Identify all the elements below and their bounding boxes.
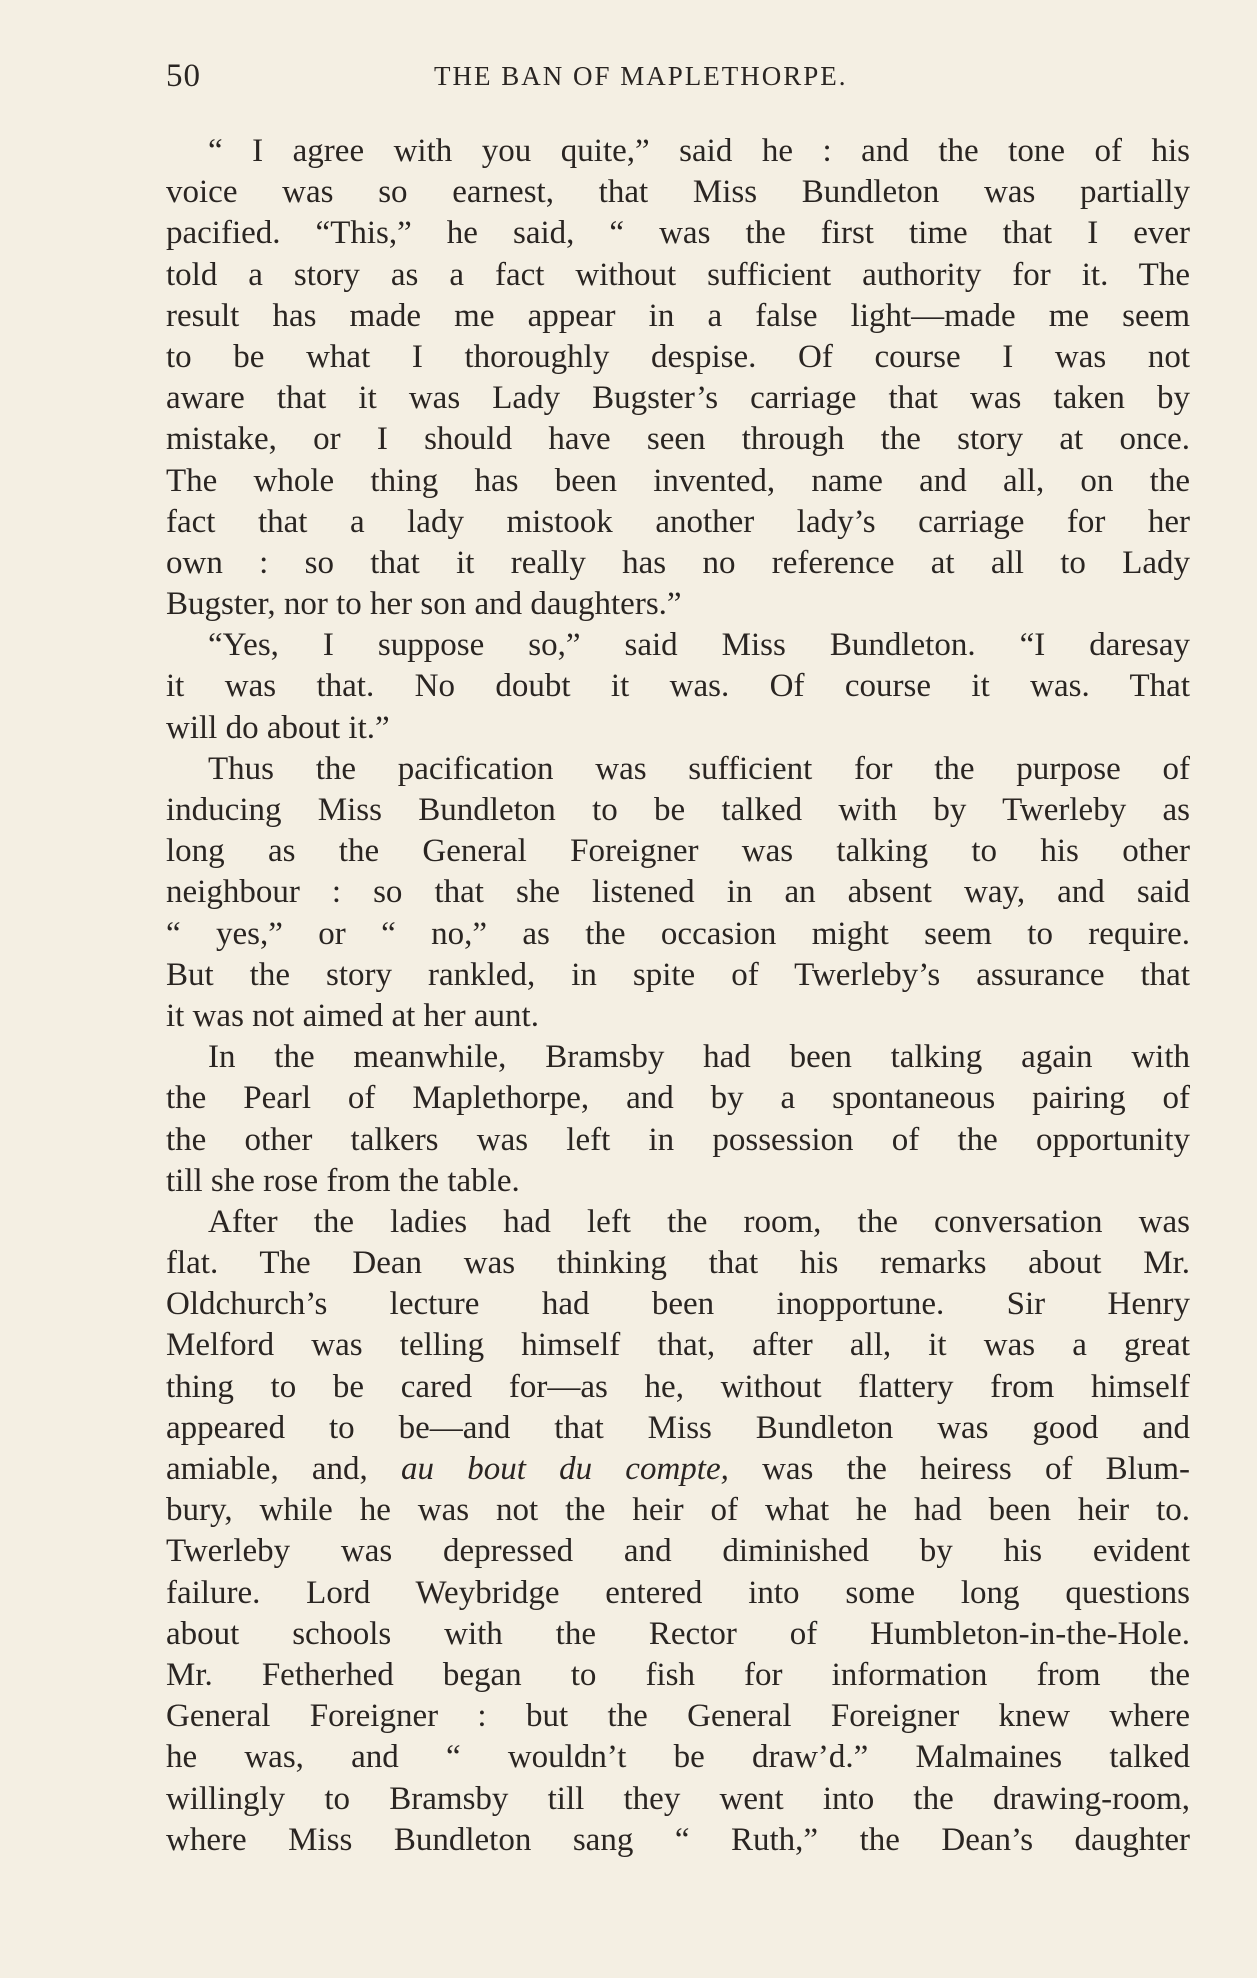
text-line: aware that it was Lady Bugster’s carriage that was taken by	[166, 380, 1190, 417]
text-line: told a story as a fact without sufficient authority for it. The	[166, 256, 1190, 293]
text-line: own : so that it really has no reference at all to Lady	[166, 544, 1190, 581]
text-line: Bugster, nor to her son and daughters.”	[166, 586, 682, 623]
text-line: neighbour : so that she listened in an absent way, and said	[166, 874, 1190, 911]
text-segment: amiable, and,	[166, 1451, 402, 1487]
text-segment: was the heiress of Blum-	[728, 1451, 1190, 1487]
text-line: the Pearl of Maplethorpe, and by a spontaneous pairing of	[166, 1080, 1190, 1117]
text-line: where Miss Bundleton sang “ Ruth,” the Dean’s daughter	[166, 1821, 1190, 1858]
text-line: The whole thing has been invented, name and all, on the	[166, 462, 1190, 499]
text-line: fact that a lady mistook another lady’s carriage for her	[166, 503, 1190, 540]
text-line: Mr. Fetherhed began to fish for information from the	[166, 1656, 1190, 1693]
text-line: “Yes, I suppose so,” said Miss Bundleton. “I daresay	[208, 627, 1190, 664]
text-line	[166, 1449, 1190, 1490]
text-line: General Foreigner : but the General Foreigner knew where	[166, 1698, 1190, 1735]
text-line: result has made me appear in a false light—made me seem	[166, 297, 1190, 334]
text-line: mistake, or I should have seen through the story at once.	[166, 421, 1190, 458]
running-head: THE BAN OF MAPLETHORPE.	[434, 61, 848, 91]
text-line: Melford was telling himself that, after all, it was a great	[166, 1327, 1190, 1364]
text-line: will do about it.”	[166, 709, 390, 746]
text-line: it was not aimed at her aunt.	[166, 997, 539, 1034]
text-line: he was, and “ wouldn’t be draw’d.” Malmaines talked	[166, 1739, 1190, 1776]
text-line: flat. The Dean was thinking that his remarks about Mr.	[166, 1245, 1190, 1282]
text-line: pacified. “This,” he said, “ was the first time that I ever	[166, 215, 1190, 252]
text-line: After the ladies had left the room, the conversation was	[208, 1203, 1190, 1240]
text-line: In the meanwhile, Bramsby had been talking again with	[208, 1039, 1190, 1076]
page-header	[166, 58, 1206, 98]
text-line: long as the General Foreigner was talking to his other	[166, 833, 1190, 870]
italic-phrase: au bout du compte,	[401, 1451, 729, 1487]
text-line: about schools with the Rector of Humbleton-in-the-Hole.	[166, 1615, 1190, 1652]
text-line: voice was so earnest, that Miss Bundleton was partially	[166, 174, 1190, 211]
page-number: 50	[166, 58, 201, 94]
body-text	[166, 131, 1190, 1861]
text-line: Oldchurch’s lecture had been inopportune. Sir Henry	[166, 1286, 1190, 1323]
text-line: failure. Lord Weybridge entered into some long questions	[166, 1574, 1190, 1611]
text-line: till she rose from the table.	[166, 1162, 520, 1199]
text-line: But the story rankled, in spite of Twerleby’s assurance that	[166, 956, 1190, 993]
text-line: willingly to Bramsby till they went into the drawing-room,	[166, 1780, 1190, 1817]
text-line: bury, while he was not the heir of what he had been heir to.	[166, 1492, 1190, 1529]
text-line: appeared to be—and that Miss Bundleton was good and	[166, 1409, 1190, 1446]
text-line: thing to be cared for—as he, without flattery from himself	[166, 1368, 1190, 1405]
text-line: “ yes,” or “ no,” as the occasion might seem to require.	[166, 915, 1190, 952]
text-line: inducing Miss Bundleton to be talked with by Twerleby as	[166, 792, 1190, 828]
text-line: to be what I thoroughly despise. Of course I was not	[166, 338, 1190, 375]
text-line: “ I agree with you quite,” said he : and the tone of his	[208, 133, 1190, 169]
text-line: it was that. No doubt it was. Of course it was. That	[166, 668, 1190, 705]
text-line: the other talkers was left in possession of the opportunity	[166, 1121, 1190, 1158]
text-line: Thus the pacification was sufficient for the purpose of	[208, 750, 1190, 787]
text-line: Twerleby was depressed and diminished by his evident	[166, 1533, 1190, 1570]
